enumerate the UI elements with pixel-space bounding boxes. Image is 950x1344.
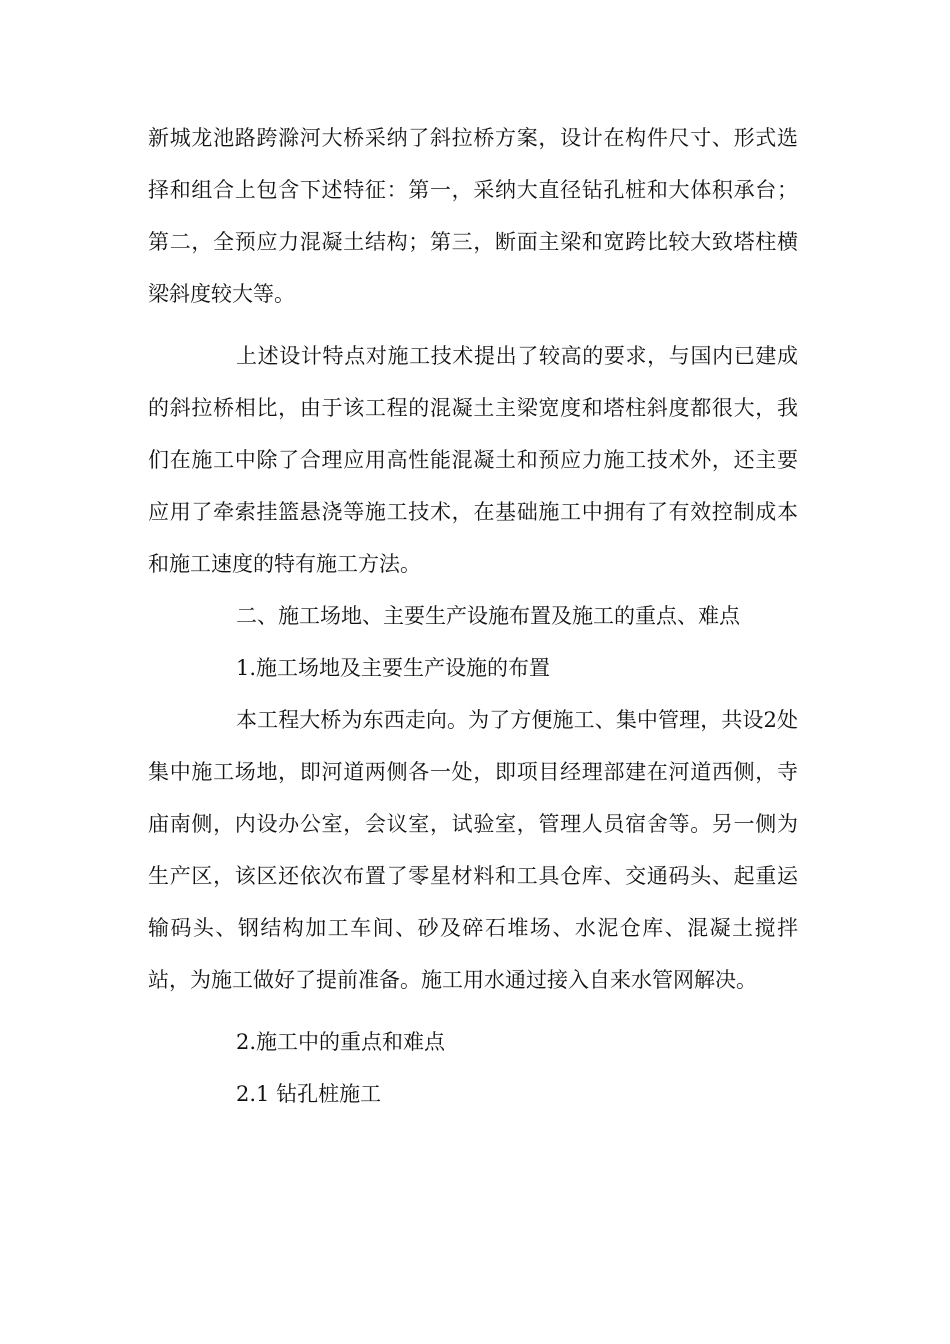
paragraph-technical-requirements: 上述设计特点对施工技术提出了较高的要求，与国内已建成的斜拉桥相比，由于该工程的混凝土主梁宽度和塔柱斜度都很大，我们在施工中除了合理应用高性能混凝土和预应力施工技术外，还主要应用了牵索挂篮悬浇等施工技术，在基础施工中拥有了有效控制成本和施工速度的特有施工方法。 <box>148 344 798 576</box>
subsection-heading-key-difficulties: 2.施工中的重点和难点 <box>236 1030 446 1054</box>
paragraph-design-features: 新城龙池路跨滁河大桥采纳了斜拉桥方案，设计在构件尺寸、形式选择和组合上包含下述特征：第一，采纳大直径钻孔桩和大体积承台；第二，全预应力混凝土结构；第三，断面主梁和宽跨比较大致塔柱横梁斜度较大等。 <box>148 126 798 306</box>
section-heading-site-layout: 二、施工场地、主要生产设施布置及施工的重点、难点 <box>236 604 740 628</box>
document-page <box>148 112 798 1120</box>
paragraph-site-layout: 本工程大桥为东西走向。为了方便施工、集中管理，共设2处集中施工场地，即河道两侧各一处，即项目经理部建在河道西侧，寺庙南侧，内设办公室，会议室，试验室，管理人员宿舍等。另一侧为生产区，该区还依次布置了零星材料和工具仓库、交通码头、起重运输码头、钢结构加工车间、砂及碎石堆场、水泥仓库、混凝土搅拌站，为施工做好了提前准备。施工用水通过接入自来水管网解决。 <box>148 708 798 992</box>
subsection-heading-site-facilities: 1.施工场地及主要生产设施的布置 <box>236 656 551 680</box>
subsection-heading-bored-piles: 2.1 钻孔桩施工 <box>236 1082 382 1106</box>
